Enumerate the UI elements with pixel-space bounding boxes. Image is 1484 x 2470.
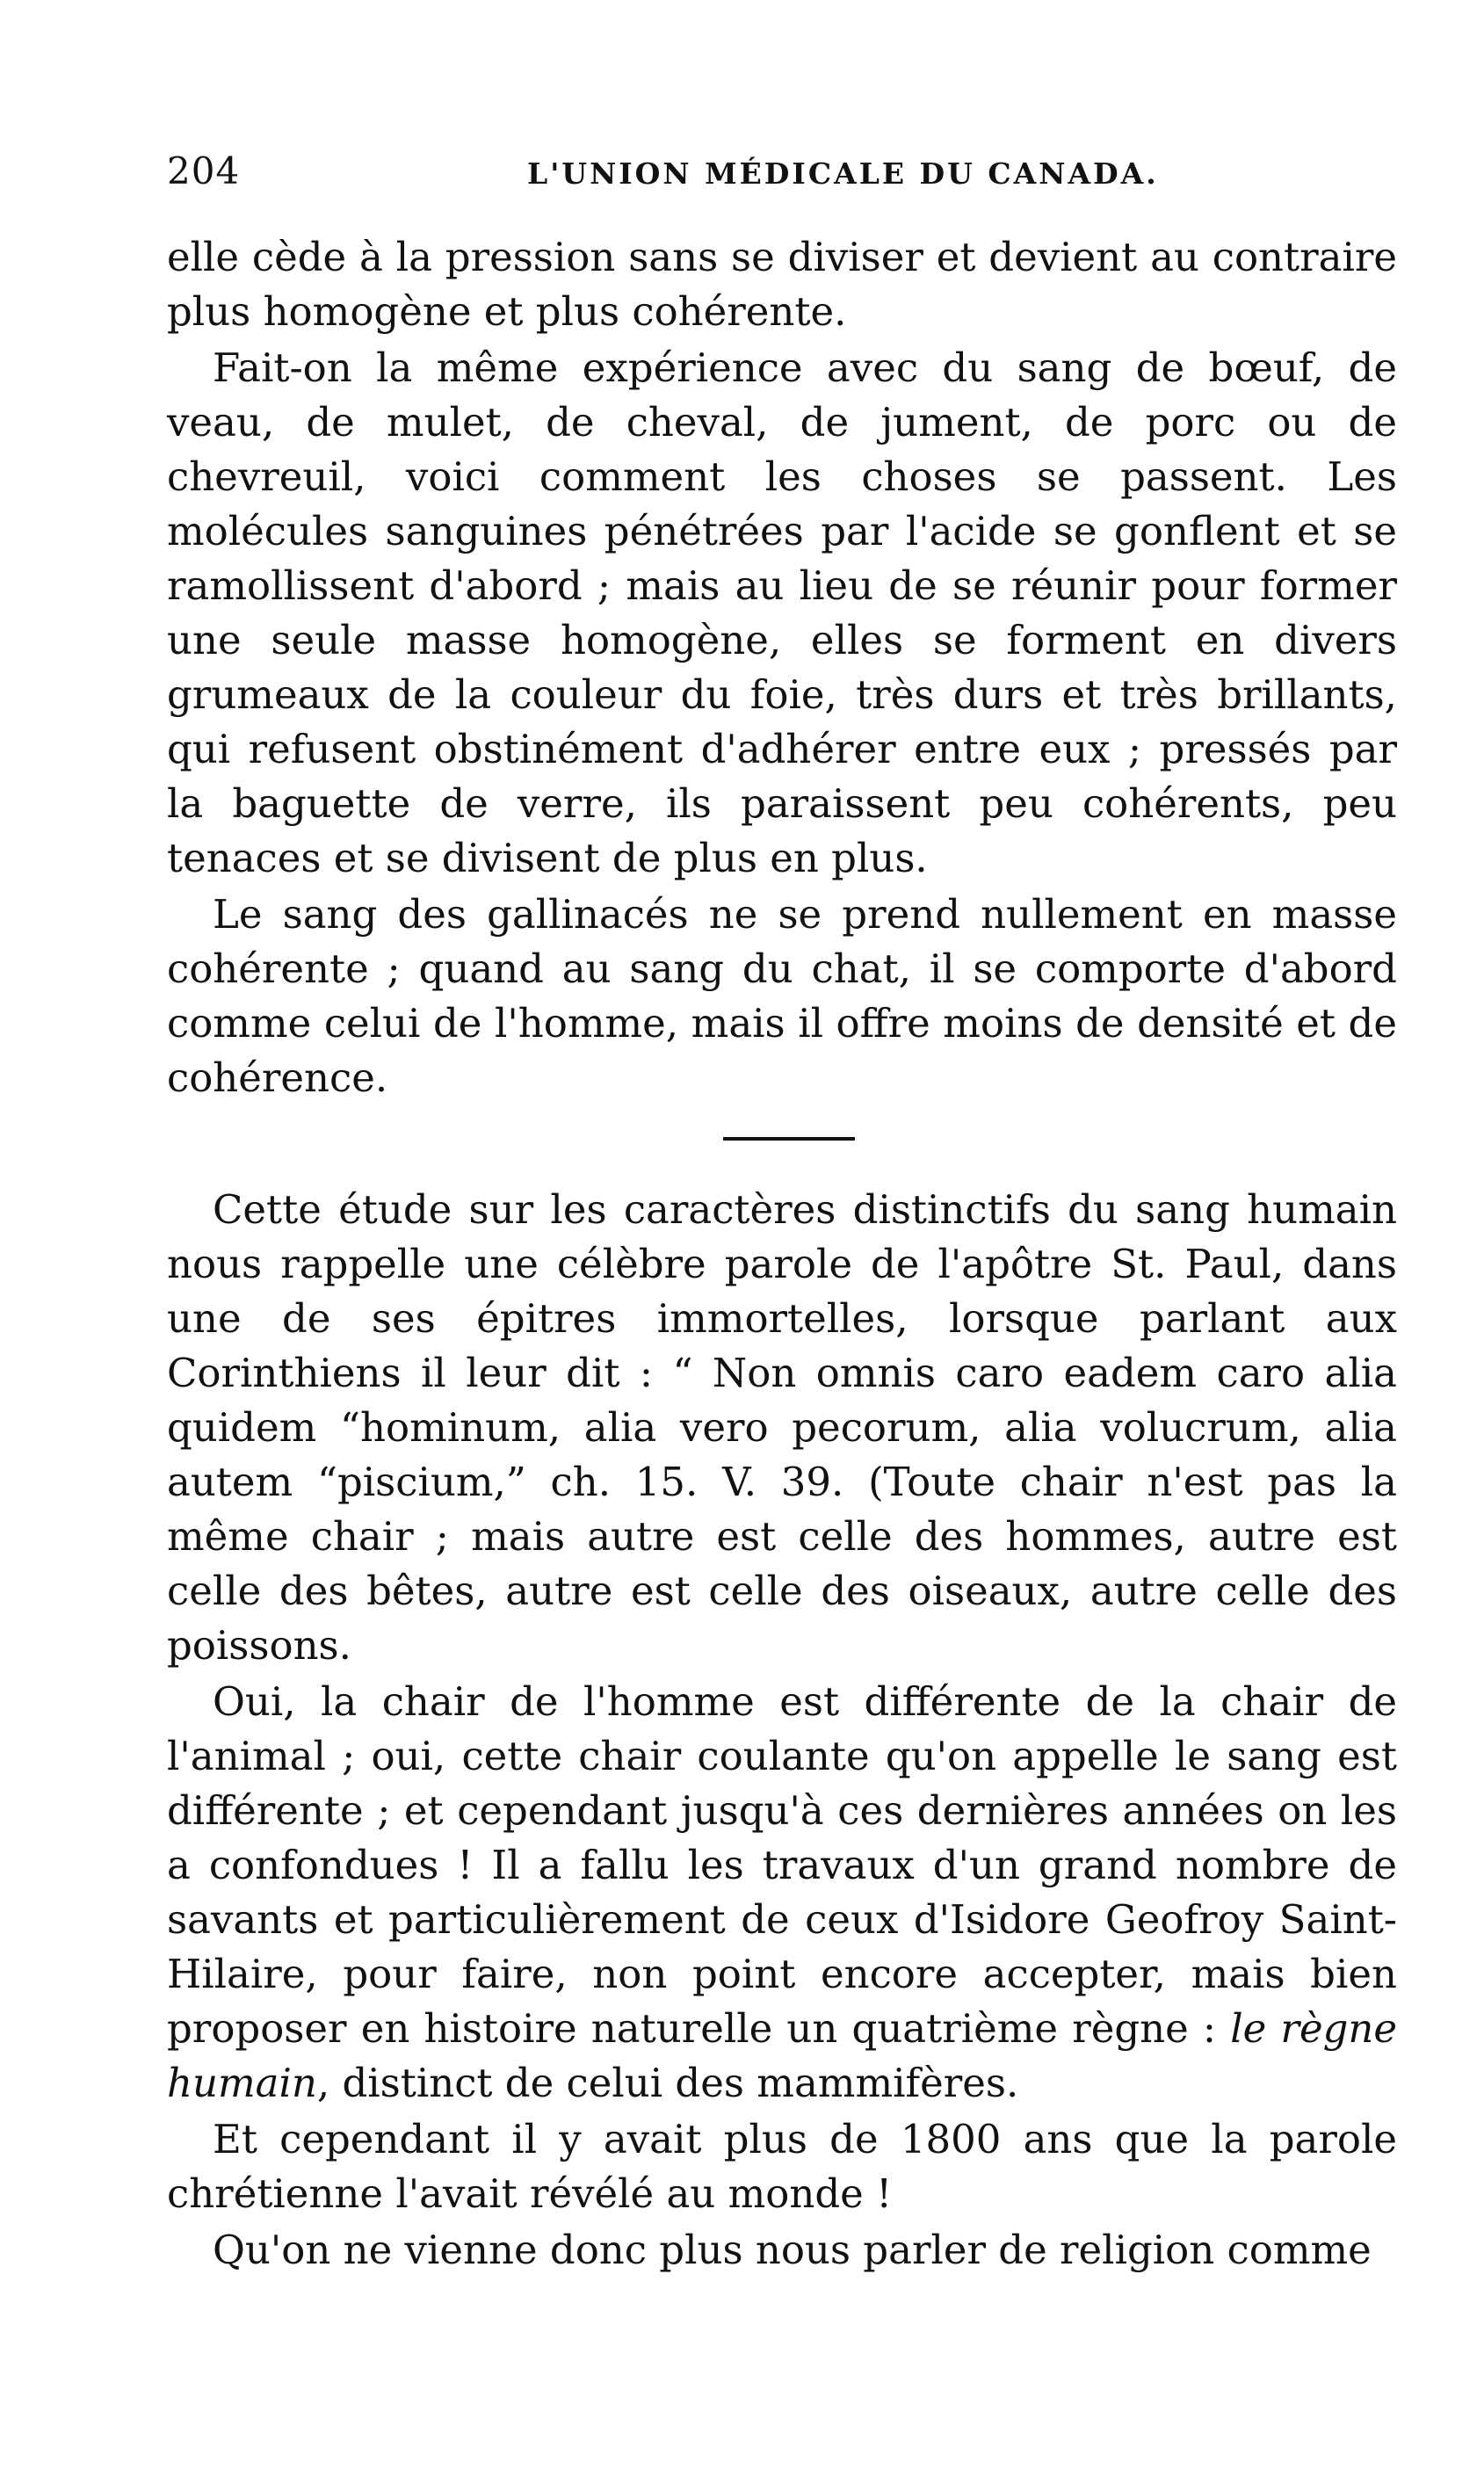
- running-title: L'UNION MÉDICALE DU CANADA.: [527, 156, 1159, 191]
- paragraph-saint-paul: Cette étude sur les caractères distinctifs du sang humain nous rappelle une célèbre parole de l'apôtre St. Paul, dans une de ses épitres immortelles, lorsque parlant aux Corinthiens il leur dit : “ Non omnis caro eadem caro alia quidem “hominum, alia vero pecorum, alia volucrum, alia autem “piscium,” ch. 15. V. 39. (Toute chair n'est pas la même chair ; mais autre est celle des hommes, autre est celle des bêtes, autre est celle des oiseaux, autre celle des poissons.: [167, 1186, 1397, 1669]
- section-blood-experiments: [167, 230, 1397, 1105]
- page-header: [167, 149, 1397, 211]
- paragraph-1800-ans: Et cependant il y avait plus de 1800 ans que la parole chrétienne l'avait révélé au monde !: [167, 2116, 1397, 2217]
- book-page: [167, 149, 1397, 2278]
- section-saint-paul: [167, 1183, 1397, 2278]
- paragraph-regne-humain: [167, 1675, 1397, 2111]
- page-number: 204: [167, 149, 241, 192]
- paragraph-gallinaces: Le sang des gallinacés ne se prend nullement en masse cohérente ; quand au sang du chat, il se comporte d'abord comme celui de l'homme, mais il offre moins de densité et de cohérence.: [167, 891, 1397, 1101]
- regne-humain-italic: le règne humain: [167, 2005, 1397, 2106]
- regne-humain-text-before: Oui, la chair de l'homme est différente de la chair de l'animal ; oui, cette chair coulante qu'on appelle le sang est différente ; et cependant jusqu'à ces dernières années on les a confondues ! Il a fallu les travaux d'un grand nombre de savants et particulièrement de ceux d'Isidore Geofroy Saint-Hilaire, pour faire, non point encore accepter, mais bien proposer en histoire naturelle un quatrième règne :: [167, 1678, 1397, 2052]
- body-text: [167, 230, 1397, 2278]
- paragraph-pression: elle cède à la pression sans se diviser et devient au contraire plus homogène et plus cohérente.: [167, 234, 1397, 335]
- section-divider: [723, 1137, 855, 1141]
- paragraph-religion: Qu'on ne vienne donc plus nous parler de religion comme: [213, 2227, 1372, 2273]
- paragraph-sang-de-boeuf: Fait-on la même expérience avec du sang de bœuf, de veau, de mulet, de cheval, de jument, de porc ou de chevreuil, voici comment les choses se passent. Les molécules sanguines pénétrées par l'acide se gonflent et se ramollissent d'abord ; mais au lieu de se réunir pour former une seule masse homogène, elles se forment en divers grumeaux de la couleur du foie, très durs et très brillants, qui refusent obstinément d'adhérer entre eux ; pressés par la baguette de verre, ils paraissent peu cohérents, peu tenaces et se divisent de plus en plus.: [167, 344, 1397, 881]
- regne-humain-text-after: , distinct de celui des mammifères.: [316, 2060, 1019, 2106]
